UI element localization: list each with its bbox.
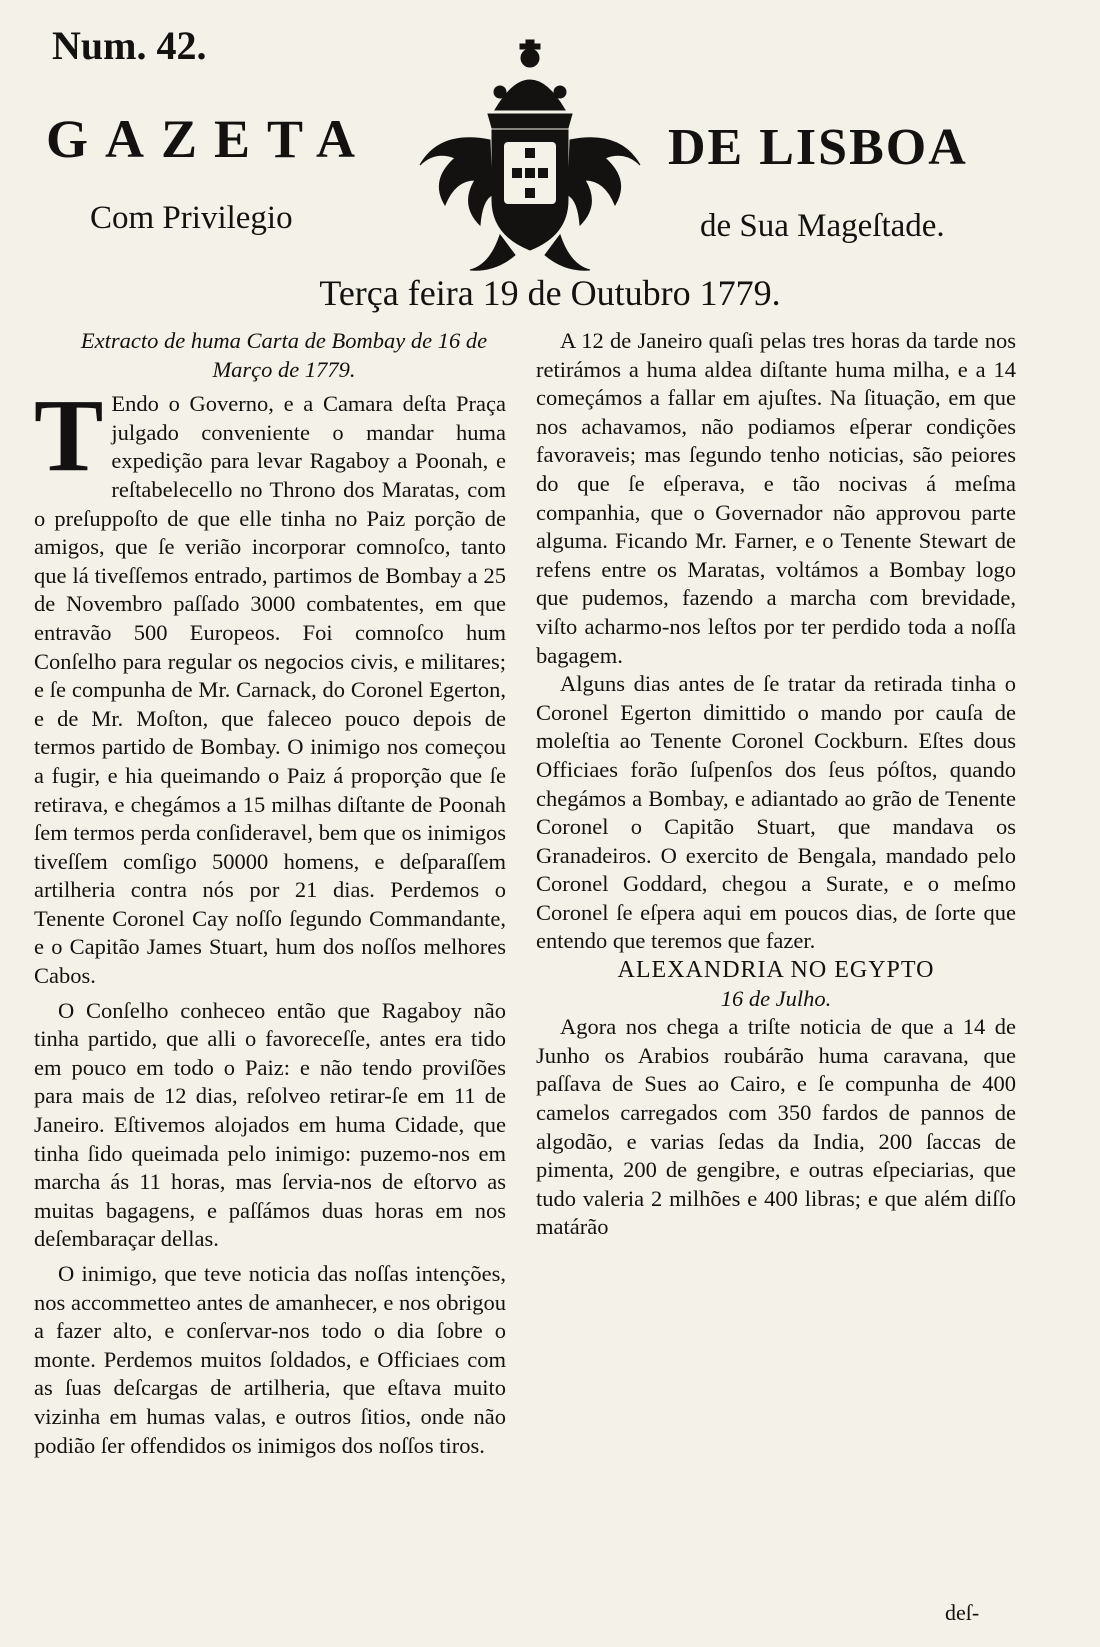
catchword: deſ- [945, 1600, 980, 1625]
paragraph-text: Endo o Governo, e a Camara deſta Praça julgado conveniente o mandar huma expedição para levar Ragaboy a Poonah, e reſtabelecello no Throno dos Maratas, com o preſuppoſto de que elle tinha no Paiz porção de amigos, que ſe verião incorporar comnoſco, tanto que lá tiveſſemos entrado, partimos de Bombay a 25 de Novembro paſſado 3000 combatentes, em que entravão 500 Europeos. Foi comnoſco hum Conſelho para regular os negocios civis, e militares; e ſe compunha de Mr. Carnack, do Coronel Egerton, e de Mr. Moſton, que faleceo pouco depois de termos partido de Bombay. O inimigo nos começou a fugir, e hia queimando o Paiz á proporção que ſe retirava, e chegámos a 15 milhas diſtante de Poonah ſem termos perda conſideravel, bem que os inimigos tiveſſem comſigo 50000 homens, e deſparaſſem artilheria contra nós por 21 dias. Perdemos o Tenente Coronel Cay noſſo ſegundo Commandante, e o Capitão James Stuart, hum dos noſſos melhores Cabos. [34, 391, 506, 989]
column-left [34, 327, 506, 1460]
article-paragraph-1 [34, 378, 506, 990]
privilege-right: de Sua Mageſtade. [700, 208, 945, 244]
article-paragraph-5: Alguns dias antes de ſe tratar da retirada tinha o Coronel Egerton dimittido o mando por cauſa de moleſtia ao Tenente Coronel Cockburn. Eſtes dous Officiaes forão ſuſpenſos dos ſeus póſtos, quando chegámos a Bombay, e adiantado ao grão de Tenente Coronel o Capitão Stuart, que mandava os Granadeiros. O exercito de Bengala, mandado pelo Coronel Goddard, chegou a Surate, e o meſmo Coronel ſe eſpera aqui em poucos dias, de ſorte que entendo que teremos que fazer. [536, 671, 1016, 954]
article2-paragraph-1: Agora nos chega a triſte noticia de que a 14 de Junho os Arabios roubárão huma caravana, que paſſava de Sues ao Cairo, e ſe compunha de 400 camelos carregados com 350 fardos de pannos de algodão, e varias ſedas da India, 200 ſaccas de pimenta, 200 de gengibre, e outras eſpeciarias, que tudo valeria 2 milhões e 400 libras; e que além diſſo matárão [536, 1014, 1016, 1240]
column-right [536, 327, 1016, 1242]
drop-cap: T [34, 378, 104, 494]
issue-number: Num. 42. [52, 23, 207, 68]
dateline-place: ALEXANDRIA NO EGYPTO [617, 957, 935, 984]
article-paragraph-3: O inimigo, que teve noticia das noſſas intenções, nos accommetteo antes de amanhecer, e nos obrigou a fazer alto, e conſervar-nos todo o dia ſobre o monte. Perdemos muitos ſoldados, e Officiaes com as ſuas deſcargas de artilheria, que eſtava muito vizinha em humas valas, e outros ſitios, onde não podião ſer offendidos os inimigos dos noſſos tiros. [34, 1261, 506, 1458]
article-paragraph-2: O Conſelho conheceo então que Ragaboy não tinha partido, que alli o favoreceſſe, antes era tido em pouco em todo o Paiz: e não tendo proviſões para mais de 12 dias, reſolveo retirar-ſe em 11 de Janeiro. Eſtivemos alojados em huma Cidade, que tinha ſido queimada pelo inimigo: puzemo-nos em marcha ás 11 horas, mas ſervia-nos de eſtorvo as muitas bagagens, e paſſámos duas horas em nos deſembaraçar dellas. [34, 997, 506, 1252]
title-right: DE LISBOA [668, 119, 968, 176]
issue-date: Terça feira 19 de Outubro 1779. [319, 273, 781, 313]
title-left: GAZETA [46, 109, 373, 169]
article-paragraph-4: A 12 de Janeiro quaſi pelas tres horas da tarde nos retirámos a huma aldea diſtante huma milha, e a 14 começámos a fallar em ajuſtes. Na ſituação, em que nos achavamos, não podiamos eſperar condições favoraveis; mas ſegundo tenho noticias, são peiores do que ſe eſperava, e tão nocivas á meſma companhia, que o Governador não approvou parte alguma. Ficando Mr. Farner, e o Tenente Stewart de refens entre os Maratas, voltámos a Bombay logo que pudemos, fazendo a marcha com brevidade, viſto acharmo-nos leſtos por ter perdido toda a noſſa bagagem. [536, 328, 1016, 668]
privilege-left: Com Privilegio [90, 200, 293, 236]
royal-coat-of-arms-icon [400, 30, 660, 280]
article-heading: Extracto de huma Carta de Bombay de 16 de Março de 1779. [80, 328, 488, 382]
dateline-date: 16 de Julho. [720, 985, 832, 1011]
